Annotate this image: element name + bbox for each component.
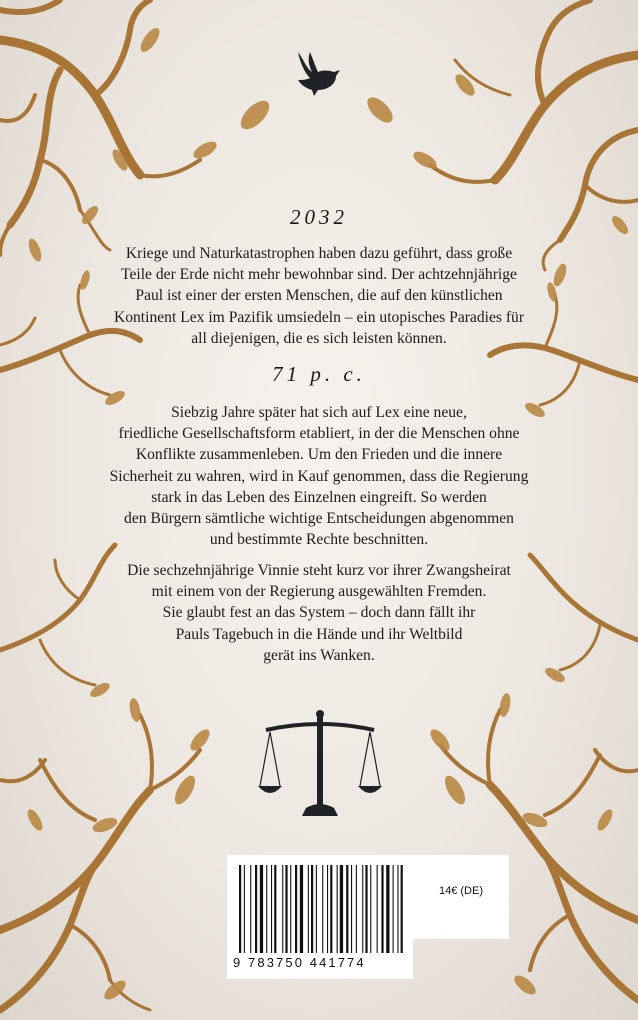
text-line: friedliche Gesellschaftsform etabliert, in der die Menschen ohne [118, 425, 520, 443]
year-paragraph [60, 243, 578, 349]
text-line: mit einem von der Regierung ausgewählten Fremden. [151, 583, 487, 601]
text-line: und bestimmte Rechte beschnitten. [209, 531, 429, 549]
scales-of-justice-icon [258, 708, 382, 820]
text-line: Konflikte zusammenleben. Um den Frieden und die innere [135, 446, 503, 464]
isbn-number: 9 783750 441774 [233, 955, 366, 970]
bird-icon [292, 50, 342, 98]
text-line: Die sechzehnjährige Vinnie steht kurz vor ihrer Zwangsheirat [127, 562, 511, 579]
price-panel [413, 855, 509, 939]
year-heading: 2032 [290, 205, 348, 229]
era-heading: 71 p. c. [272, 362, 366, 386]
text-line: Siebzig Jahre später hat sich auf Lex eine neue, [171, 404, 467, 421]
text-line: stark in das Leben des Einzelnen eingreift. So werden [151, 488, 487, 506]
text-line: Teile der Erde nicht mehr bewohnbar sind. Der achtzehnjährige [121, 266, 517, 284]
text-line: Sicherheit zu wahren, wird in Kauf genommen, dass die Regierung [109, 467, 529, 485]
text-line: all diejenigen, die es sich leisten können. [191, 329, 447, 347]
barcode-icon [237, 865, 405, 955]
barcode-panel [227, 855, 413, 979]
era-paragraph [60, 402, 578, 550]
text-line: gerät ins Wanken. [263, 646, 375, 664]
text-line: Pauls Tagebuch in die Hände und ihr Weltbild [175, 625, 463, 643]
price-label: 14€ (DE) [438, 885, 484, 897]
text-line: den Bürgern sämtliche wichtige Entscheidungen abgenommen [124, 510, 514, 528]
text-line: Sie glaubt fest an das System – doch dann fällt ihr [162, 604, 476, 622]
vinnie-paragraph [60, 560, 578, 666]
text-line: Kontinent Lex im Pazifik umsiedeln – ein utopisches Paradies für [113, 308, 525, 326]
text-line: Paul ist einer der ersten Menschen, die auf den künstlichen [135, 287, 503, 305]
text-line: Kriege und Naturkatastrophen haben dazu geführt, dass große [125, 245, 513, 262]
